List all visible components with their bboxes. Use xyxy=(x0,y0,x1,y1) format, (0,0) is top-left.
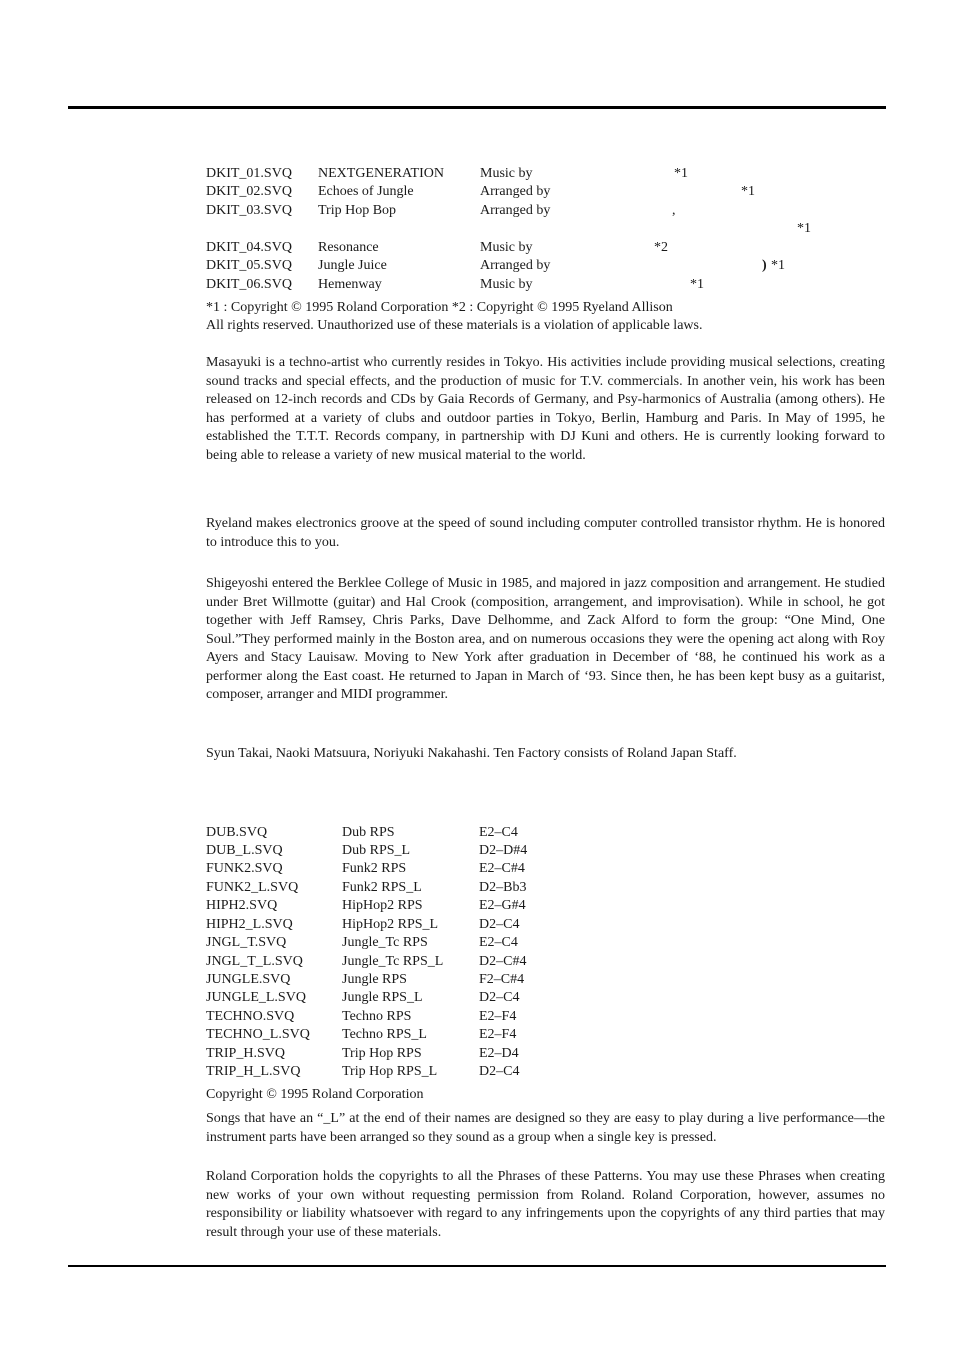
song-credit: Arranged by xyxy=(480,258,551,273)
song-title: Jungle Juice xyxy=(318,258,387,273)
pattern-copyright: Copyright © 1995 Roland Corporation xyxy=(206,1087,424,1102)
pattern-name: Dub RPS_L xyxy=(342,843,411,858)
rights-line: All rights reserved. Unauthorized use of these materials is a violation of applicable laws. xyxy=(206,318,703,333)
song-credit: Music by xyxy=(480,166,533,181)
song-title: Echoes of Jungle xyxy=(318,184,414,199)
pattern-name: Funk2 RPS_L xyxy=(342,880,422,895)
song-note: , xyxy=(672,203,676,218)
pattern-name: Techno RPS_L xyxy=(342,1027,427,1042)
pattern-range: D2–Bb3 xyxy=(479,880,527,895)
pattern-file: DUB_L.SVQ xyxy=(206,843,283,858)
pattern-name: Jungle RPS xyxy=(342,972,407,987)
song-title: Resonance xyxy=(318,240,379,255)
song-file: DKIT_04.SVQ xyxy=(206,240,292,255)
pattern-file: HIPH2.SVQ xyxy=(206,898,278,913)
pattern-name: Jungle_Tc RPS xyxy=(342,935,428,950)
bio-shigeyoshi: Shigeyoshi entered the Berklee College of Music in 1985, and majored in jazz composition and arrangement. He studied under Bret Willmotte (guitar) and Hal Crook (composition, arrangement, and improvisation). While in school, he got together with Jeff Ramsey, Chris Parks, Dave Delhomme, and Zack Alford to form the group: “One Mind, One Soul.”They performed mainly in the Boston area, and on numerous occasions they were the opening act along with Roy Ayers and Stacy Lauisaw. Moving to New York after graduation in December of ‘88, he continued his work as a performer along the East coast. He returned to Japan in March of ‘93. Since then, he has been kept busy as a guitarist, composer, arranger and MIDI programmer. xyxy=(206,576,885,702)
pattern-file: JNGL_T_L.SVQ xyxy=(206,954,303,969)
song-file: DKIT_06.SVQ xyxy=(206,277,292,292)
pattern-range: E2–C#4 xyxy=(479,861,525,876)
song-note: *1 xyxy=(674,166,688,181)
pattern-range: F2–C#4 xyxy=(479,972,525,987)
pattern-file: TECHNO.SVQ xyxy=(206,1009,295,1024)
pattern-range: D2–C4 xyxy=(479,917,520,932)
pattern-name: Jungle RPS_L xyxy=(342,990,423,1005)
song-file: DKIT_03.SVQ xyxy=(206,203,292,218)
pattern-range: D2–D#4 xyxy=(479,843,528,858)
song-note: *1 xyxy=(771,258,785,273)
pattern-name: HipHop2 RPS xyxy=(342,898,423,913)
ten-factory-line: Syun Takai, Naoki Matsuura, Noriyuki Nakahashi. Ten Factory consists of Roland Japan Staff. xyxy=(206,746,737,761)
pattern-range: E2–D4 xyxy=(479,1046,519,1061)
pattern-file: JUNGLE_L.SVQ xyxy=(206,990,306,1005)
note-live-performance: Songs that have an “_L” at the end of their names are designed so they are easy to play during a live performance—the instrument parts have been arranged so they sound as a group when a single key is pressed. xyxy=(206,1111,885,1145)
song-title: NEXTGENERATION xyxy=(318,166,444,181)
pattern-name: Jungle_Tc RPS_L xyxy=(342,954,444,969)
song-credit: Music by xyxy=(480,277,533,292)
pattern-range: E2–C4 xyxy=(479,935,518,950)
bio-ryeland: Ryeland makes electronics groove at the speed of sound including computer controlled transistor rhythm. He is honored to introduce this to you. xyxy=(206,516,885,550)
pattern-file: JUNGLE.SVQ xyxy=(206,972,291,987)
footer-rule xyxy=(68,1265,886,1267)
pattern-file: TECHNO_L.SVQ xyxy=(206,1027,310,1042)
pattern-name: HipHop2 RPS_L xyxy=(342,917,439,932)
song-title: Hemenway xyxy=(318,277,382,292)
pattern-file: JNGL_T.SVQ xyxy=(206,935,287,950)
pattern-range: D2–C4 xyxy=(479,990,520,1005)
pattern-name: Trip Hop RPS_L xyxy=(342,1064,438,1079)
song-title: Trip Hop Bop xyxy=(318,203,397,218)
pattern-file: TRIP_H_L.SVQ xyxy=(206,1064,301,1079)
song-credit: Arranged by xyxy=(480,184,551,199)
pattern-range: D2–C4 xyxy=(479,1064,520,1079)
pattern-name: Techno RPS xyxy=(342,1009,412,1024)
copyright-line: *1 : Copyright © 1995 Roland Corporation *2 : Copyright © 1995 Ryeland Allison xyxy=(206,300,673,315)
pattern-range: E2–G#4 xyxy=(479,898,526,913)
note-copyright-usage: Roland Corporation holds the copyrights to all the Phrases of these Patterns. You may use these Phrases when creating new works of your own without requesting permission from Roland. Roland Corporation, however, assumes no responsibility or liability whatsoever with regard to any infringements upon the copyrights of any third parties that may result through your use of these materials. xyxy=(206,1169,885,1240)
pattern-file: DUB.SVQ xyxy=(206,825,268,840)
pattern-range: E2–F4 xyxy=(479,1027,517,1042)
pattern-name: Trip Hop RPS xyxy=(342,1046,422,1061)
song-credit: Music by xyxy=(480,240,533,255)
song-note: *1 xyxy=(690,277,704,292)
pattern-file: FUNK2_L.SVQ xyxy=(206,880,299,895)
pattern-file: TRIP_H.SVQ xyxy=(206,1046,285,1061)
bio-masayuki: Masayuki is a techno-artist who currently resides in Tokyo. His activities include providing musical selections, creating sound tracks and special effects, and the production of music for T.V. commercials. In another vein, his work has been released on 12-inch records and CDs by Gaia Records of Germany, and Psy-harmonics of Australia (among others). He has performed at a variety of clubs and outdoor parties in Tokyo, Berlin, Hamburg and Paris. In May of 1995, he established the T.T.T. Records company, in partnership with DJ Kuni and others. He is currently looking forward to being able to release a variety of new musical material to the world. xyxy=(206,355,885,463)
pattern-range: E2–F4 xyxy=(479,1009,517,1024)
pattern-file: HIPH2_L.SVQ xyxy=(206,917,293,932)
pattern-range: E2–C4 xyxy=(479,825,518,840)
pattern-range: D2–C#4 xyxy=(479,954,527,969)
song-note: *1 xyxy=(741,184,755,199)
pattern-name: Funk2 RPS xyxy=(342,861,407,876)
song-file: DKIT_05.SVQ xyxy=(206,258,292,273)
song-note: *1 xyxy=(797,221,811,236)
song-file: DKIT_01.SVQ xyxy=(206,166,292,181)
song-file: DKIT_02.SVQ xyxy=(206,184,292,199)
pattern-file: FUNK2.SVQ xyxy=(206,861,283,876)
header-rule xyxy=(68,106,886,109)
song-note: *2 xyxy=(654,240,668,255)
pattern-name: Dub RPS xyxy=(342,825,395,840)
song-note-bold: ) xyxy=(762,258,767,273)
song-credit: Arranged by xyxy=(480,203,551,218)
